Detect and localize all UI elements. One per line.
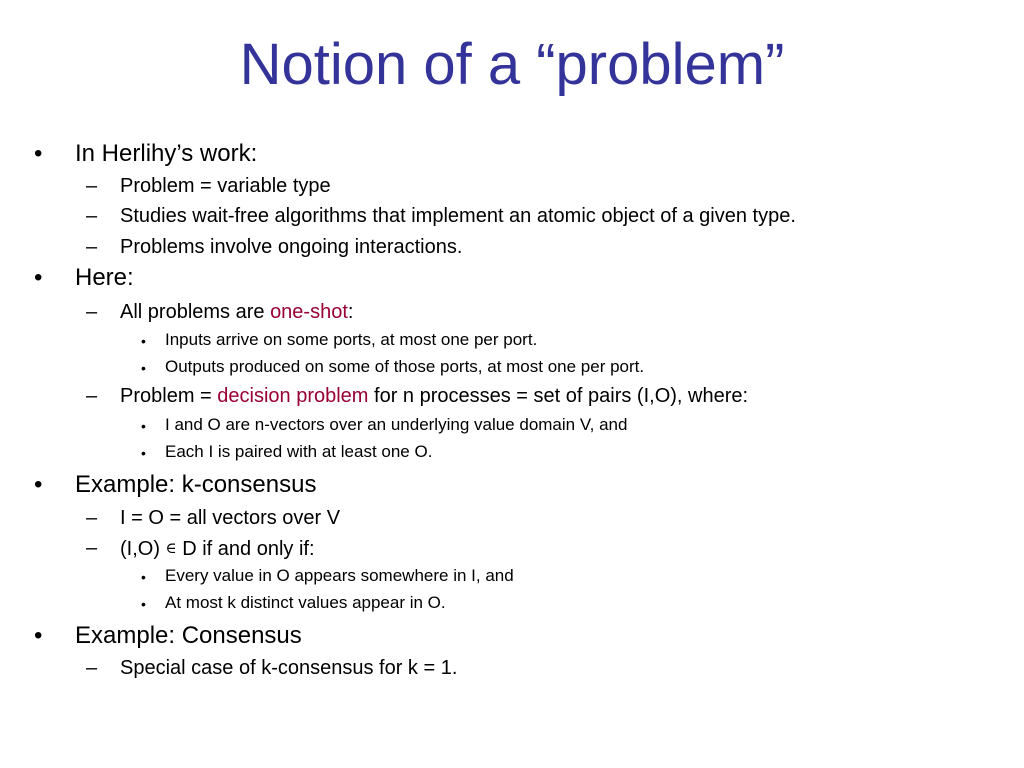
small-bullet-marker: •	[141, 418, 146, 434]
text-part: Problem =	[120, 385, 218, 407]
bullet-text: In Herlihy’s work:	[75, 140, 258, 167]
subbullet-text	[120, 384, 748, 408]
text-part: for n processes = set of pairs (I,O), where:	[368, 385, 749, 407]
highlight-decision-problem: decision problem	[217, 385, 369, 407]
slide-title: Notion of a “problem”	[239, 32, 785, 97]
subbullet-text: Problem = variable type	[120, 175, 331, 197]
subsub-text: Each I is paired with at least one O.	[165, 442, 433, 461]
subbullet-text: Problems involve ongoing interactions.	[120, 236, 463, 258]
subsub-text: Outputs produced on some of those ports, at most one per port.	[165, 357, 645, 376]
dash-marker: –	[86, 507, 98, 529]
bullet-text: Example: Consensus	[75, 622, 302, 649]
subbullet-text	[120, 300, 353, 324]
element-of-symbol: ∈	[165, 539, 177, 557]
bullet-marker: •	[34, 471, 43, 498]
dash-marker: –	[86, 385, 98, 407]
bullet-marker: •	[34, 140, 43, 167]
small-bullet-marker: •	[141, 596, 146, 612]
small-bullet-marker: •	[141, 333, 146, 349]
subbullet-text: Special case of k-consensus for k = 1.	[120, 657, 458, 679]
dash-marker: –	[86, 175, 98, 197]
text-part: :	[347, 301, 354, 323]
subbullet-text	[120, 536, 315, 561]
small-bullet-marker: •	[141, 360, 146, 376]
dash-marker: –	[86, 301, 98, 323]
bullet-marker: •	[34, 622, 43, 649]
text-part: All problems are	[120, 301, 271, 323]
small-bullet-marker: •	[141, 445, 146, 461]
small-bullet-marker: •	[141, 569, 146, 585]
subsub-text: Every value in O appears somewhere in I, and	[165, 566, 514, 585]
dash-marker: –	[86, 537, 98, 559]
dash-marker: –	[86, 236, 98, 258]
subsub-text: Inputs arrive on some ports, at most one per port.	[165, 330, 538, 349]
highlight-one-shot: one-shot	[270, 301, 348, 323]
subbullet-text: Studies wait-free algorithms that implement an atomic object of a given type.	[120, 205, 796, 227]
bullet-text: Example: k-consensus	[75, 471, 317, 498]
dash-marker: –	[86, 205, 98, 227]
text-part: D if and only if:	[176, 538, 315, 560]
text-part: (I,O)	[120, 538, 166, 560]
subsub-text: At most k distinct values appear in O.	[165, 593, 446, 612]
bullet-marker: •	[34, 264, 43, 291]
subsub-text: I and O are n-vectors over an underlying value domain V, and	[165, 415, 628, 434]
bullet-text: Here:	[75, 264, 134, 291]
subbullet-text: I = O = all vectors over V	[120, 507, 341, 529]
dash-marker: –	[86, 657, 98, 679]
